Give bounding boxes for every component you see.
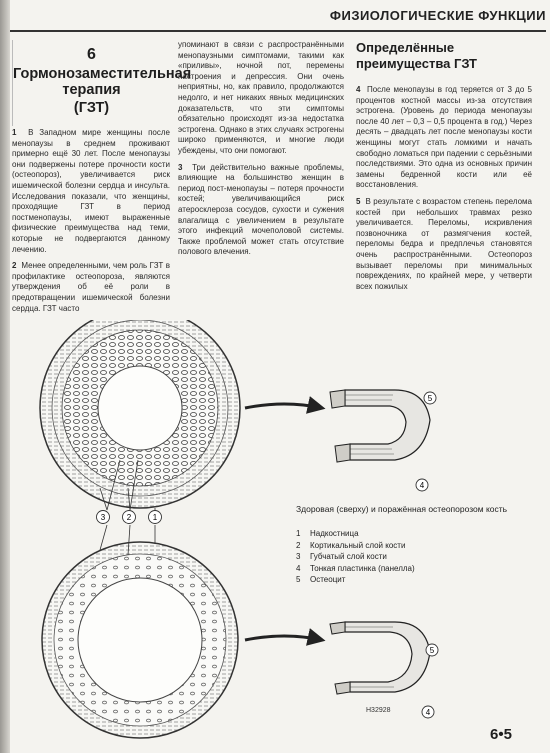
arrow-to-healthy-detail <box>245 404 322 408</box>
section-heading-line-1: Определённые <box>356 40 455 55</box>
legend-number: 3 <box>296 552 301 561</box>
paragraph-text: упоминают в связи с распространёнными менопаузными симптомами, такими как «приливы», ночной пот, перемены настроения и депрессия. Они очень неприятны, но, как правило, продолжаются недолго, и нет никаких явных медицинских доказательств, что эти симптомы обязательно происходят из-за недостатка эстрогена. Однако в этих случаях эстрогены широко применяются, и многие люди убеждены, что они помогают. <box>178 40 344 155</box>
chapter-number: 6 <box>87 46 96 63</box>
paragraph-text: Три действительно важные проблемы, влияющие на большинство женщин в период пост-менопаузы – потеря прочности костей; увеличивающийся риск атеросклероза сосудов, сухости и сужения влагалища с увеличением в результате этого инфекций мочеполовой системы. Также проблемой может стать отсутствие полового влечения. <box>178 162 344 257</box>
chapter-title-line-1: Гормонозаместительная терапия <box>13 66 192 98</box>
legend-label: Тонкая пластинка (панелла) <box>310 563 415 573</box>
callout-2 <box>123 511 136 524</box>
svg-text:3: 3 <box>100 513 106 522</box>
paragraph-5 <box>356 197 532 292</box>
figure-code: H32928 <box>366 707 391 714</box>
callout-4-top <box>416 479 428 491</box>
paragraph-4 <box>356 85 532 191</box>
paragraph-2 <box>12 261 170 314</box>
text-column-2 <box>178 40 344 264</box>
legend-label: Кортикальный слой кости <box>310 540 406 550</box>
osteoporotic-bone-detail <box>330 622 430 694</box>
text-column-3 <box>356 85 532 298</box>
legend-number: 5 <box>296 575 301 584</box>
legend-item <box>296 551 546 563</box>
legend-item <box>296 574 546 586</box>
svg-text:5: 5 <box>427 394 433 403</box>
svg-text:1: 1 <box>152 513 158 522</box>
chapter-title-line-2: (ГЗТ) <box>73 100 110 116</box>
svg-text:2: 2 <box>126 513 132 522</box>
paragraph-number: 5 <box>356 196 361 206</box>
paragraph-number: 4 <box>356 85 361 94</box>
callout-4-bottom <box>422 706 434 718</box>
legend-label: Надкостница <box>310 529 359 538</box>
legend-number: 4 <box>296 563 301 573</box>
paragraph-number: 3 <box>178 162 183 172</box>
header-rule <box>10 30 546 32</box>
callout-5-bottom <box>426 644 438 656</box>
section-heading <box>356 40 536 72</box>
paragraph-number: 2 <box>12 261 17 271</box>
legend-label: Губчатый слой кости <box>310 552 387 561</box>
arrow-to-osteoporotic-detail <box>245 636 322 640</box>
healthy-bone-detail <box>330 390 430 462</box>
paragraph-text: Менее определенными, чем роль ГЗТ в профилактике остеопороза, являются утверждения об её роли в предотвращении ишемической болезни сердца. ГЗТ часто <box>12 261 170 313</box>
paragraph-3 <box>178 163 344 258</box>
paragraph-number: 1 <box>12 128 17 137</box>
section-heading-line-2: преимущества ГЗТ <box>356 56 477 71</box>
svg-text:4: 4 <box>419 481 425 490</box>
legend-item <box>296 563 546 575</box>
legend-label: Остеоцит <box>310 575 346 584</box>
healthy-bone-section <box>40 320 240 508</box>
legend-item <box>296 540 546 552</box>
paragraph-text: В Западном мире женщины после менопаузы в среднем проживают примерно ещё 30 лет. После менопаузы они подвержены потере прочности кости (остеопороз), увеличивается риск ишемической болезни сердца и инсульта. Исследования показали, что женщины, проходящие ГЗТ в период постменопаузы, имеют выраженные физические преимущества над теми, которые не подвергаются данному лечению. <box>12 128 170 254</box>
osteoporotic-bone-section <box>42 542 238 738</box>
paragraph-text: В результате с возрастом степень перелома костей при небольших травмах резко увеличивается. Переломы, искривления позвоночника от размягчения костей, переломы бедра и предплечья становятся очень распространёнными. Остеопороз вызывает переломы при минимальных повреждениях, по крайней мере, у четверти всех пожилых <box>356 196 532 291</box>
svg-text:5: 5 <box>429 646 435 655</box>
legend-item <box>296 528 546 540</box>
figure-legend <box>296 528 546 586</box>
page-number: 6•5 <box>490 726 512 743</box>
svg-text:4: 4 <box>425 708 431 717</box>
chapter-heading <box>12 40 192 126</box>
callout-3 <box>97 511 110 524</box>
text-column-1 <box>12 128 170 320</box>
callout-1 <box>149 511 162 524</box>
callout-5-top <box>424 392 436 404</box>
paragraph-1 <box>12 128 170 255</box>
paragraph-text: После менопаузы в год теряется от 3 до 5 процентов костной массы из-за отсутствия эстрогена. (Уровень до периода менопаузы после 40 лет – 0,3 – 0,5 процента в год.) Через десять – двадцать лет после менопаузы кости женщины могут стать ломкими и начать свободно ломаться при падении с серьёзными последствиями. Это одна из основных причин замены бедренной кости или её восстановления. <box>356 85 532 190</box>
paragraph-continued <box>178 40 344 157</box>
figure-caption: Здоровая (сверху) и поражённая остеопорозом кость <box>296 504 508 514</box>
legend-number: 2 <box>296 540 301 550</box>
legend-number: 1 <box>296 529 301 538</box>
running-header: ФИЗИОЛОГИЧЕСКИЕ ФУНКЦИИ <box>329 8 546 23</box>
